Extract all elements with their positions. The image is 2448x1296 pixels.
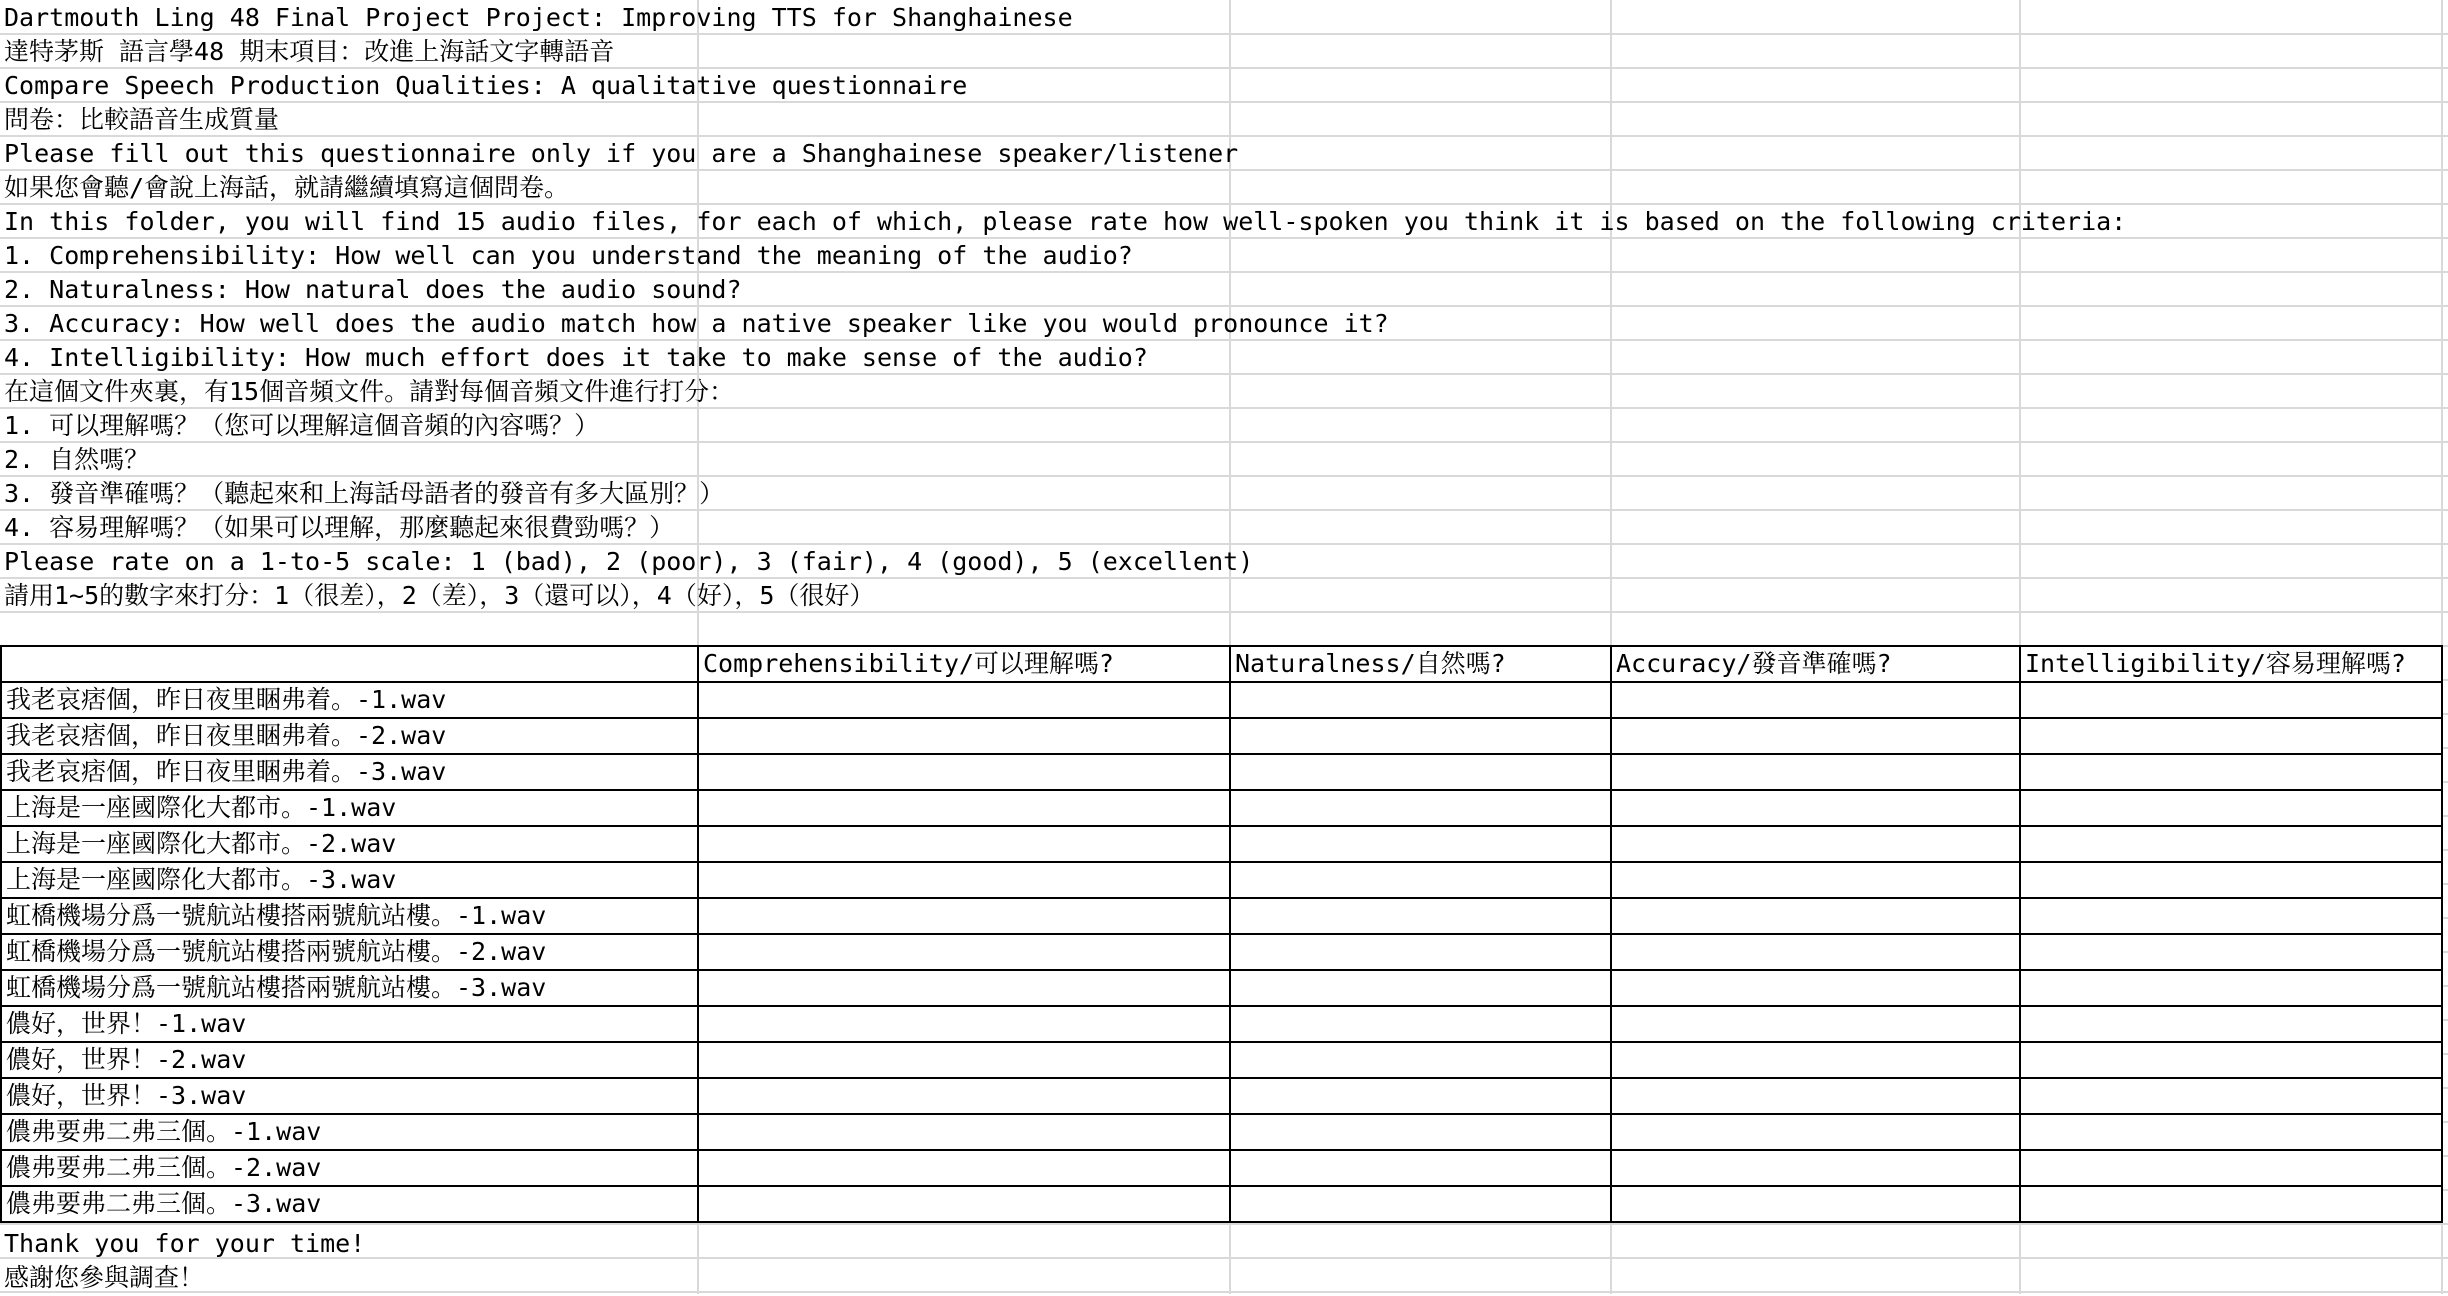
instructions: In this folder, you will find 15 audio files, for each of which, please rate how well-spoken you think it is based on the following criteria: bbox=[4, 207, 2127, 236]
comprehensibility-rating-cell[interactable] bbox=[698, 898, 1230, 934]
audio-file-cell[interactable]: 儂好，世界！-3.wav bbox=[1, 1078, 698, 1114]
sheet-row[interactable] bbox=[0, 510, 2448, 544]
naturalness-rating-cell[interactable] bbox=[1230, 970, 1611, 1006]
intelligibility-rating-cell[interactable] bbox=[2020, 790, 2442, 826]
intelligibility-rating-cell[interactable] bbox=[2020, 754, 2442, 790]
table-header-row bbox=[1, 646, 2442, 682]
sheet-row[interactable] bbox=[0, 68, 2448, 102]
audio-file-cell[interactable]: 儂弗要弗二弗三個。-1.wav bbox=[1, 1114, 698, 1150]
thank-you-note-chinese: 感謝您參與調查！ bbox=[4, 1263, 205, 1292]
sheet-row[interactable] bbox=[0, 306, 2448, 340]
intelligibility-rating-cell[interactable] bbox=[2020, 1006, 2442, 1042]
comprehensibility-rating-cell[interactable] bbox=[698, 1078, 1230, 1114]
criterion-accuracy: 3. Accuracy: How well does the audio match how a native speaker like you would pronounce it? bbox=[4, 309, 1389, 338]
comprehensibility-rating-cell[interactable] bbox=[698, 826, 1230, 862]
sheet-row[interactable] bbox=[0, 272, 2448, 306]
intelligibility-rating-cell[interactable] bbox=[2020, 718, 2442, 754]
accuracy-rating-cell[interactable] bbox=[1611, 1186, 2020, 1222]
table-row bbox=[1, 754, 2442, 790]
comprehensibility-rating-cell[interactable] bbox=[698, 862, 1230, 898]
comprehensibility-rating-cell[interactable] bbox=[698, 718, 1230, 754]
audio-file-cell[interactable]: 上海是一座國際化大都市。-2.wav bbox=[1, 826, 698, 862]
sheet-row[interactable] bbox=[0, 1226, 2448, 1260]
header-accuracy[interactable]: Accuracy/發音準確嗎? bbox=[1611, 646, 2020, 682]
comprehensibility-rating-cell[interactable] bbox=[698, 1114, 1230, 1150]
comprehensibility-rating-cell[interactable] bbox=[698, 682, 1230, 718]
intelligibility-rating-cell[interactable] bbox=[2020, 934, 2442, 970]
accuracy-rating-cell[interactable] bbox=[1611, 1078, 2020, 1114]
naturalness-rating-cell[interactable] bbox=[1230, 790, 1611, 826]
accuracy-rating-cell[interactable] bbox=[1611, 862, 2020, 898]
sheet-row[interactable] bbox=[0, 1260, 2448, 1294]
sheet-row[interactable] bbox=[0, 544, 2448, 578]
accuracy-rating-cell[interactable] bbox=[1611, 898, 2020, 934]
accuracy-rating-cell[interactable] bbox=[1611, 826, 2020, 862]
table-row bbox=[1, 1186, 2442, 1222]
audio-file-cell[interactable]: 上海是一座國際化大都市。-3.wav bbox=[1, 862, 698, 898]
questionnaire-title-chinese: 問卷：比較語音生成質量 bbox=[4, 105, 280, 134]
audio-file-cell[interactable]: 虹橋機場分爲一號航站樓搭兩號航站樓。-2.wav bbox=[1, 934, 698, 970]
sheet-row[interactable] bbox=[0, 136, 2448, 170]
table-row bbox=[1, 826, 2442, 862]
naturalness-rating-cell[interactable] bbox=[1230, 718, 1611, 754]
accuracy-rating-cell[interactable] bbox=[1611, 934, 2020, 970]
criterion-intelligibility: 4. Intelligibility: How much effort does it take to make sense of the audio? bbox=[4, 343, 1148, 372]
accuracy-rating-cell[interactable] bbox=[1611, 1006, 2020, 1042]
thank-you-note: Thank you for your time! bbox=[4, 1229, 366, 1258]
comprehensibility-rating-cell[interactable] bbox=[698, 1042, 1230, 1078]
accuracy-rating-cell[interactable] bbox=[1611, 970, 2020, 1006]
naturalness-rating-cell[interactable] bbox=[1230, 1078, 1611, 1114]
intelligibility-rating-cell[interactable] bbox=[2020, 1186, 2442, 1222]
comprehensibility-rating-cell[interactable] bbox=[698, 790, 1230, 826]
table-row bbox=[1, 718, 2442, 754]
naturalness-rating-cell[interactable] bbox=[1230, 754, 1611, 790]
intelligibility-rating-cell[interactable] bbox=[2020, 862, 2442, 898]
criterion-3-chinese: 3. 發音準確嗎？（聽起來和上海話母語者的發音有多大區別？） bbox=[4, 479, 725, 508]
table-row bbox=[1, 682, 2442, 718]
accuracy-rating-cell[interactable] bbox=[1611, 790, 2020, 826]
naturalness-rating-cell[interactable] bbox=[1230, 1006, 1611, 1042]
instructions-chinese: 在這個文件夾裏，有15個音頻文件。請對每個音頻文件進行打分： bbox=[4, 377, 735, 406]
sheet-row[interactable] bbox=[0, 102, 2448, 136]
intelligibility-rating-cell[interactable] bbox=[2020, 1042, 2442, 1078]
header-naturalness[interactable]: Naturalness/自然嗎? bbox=[1230, 646, 1611, 682]
criterion-1-chinese: 1. 可以理解嗎？（您可以理解這個音頻的內容嗎？） bbox=[4, 411, 600, 440]
rating-scale: Please rate on a 1-to-5 scale: 1 (bad), 2 (poor), 3 (fair), 4 (good), 5 (excellent) bbox=[4, 547, 1254, 576]
header-comprehensibility[interactable]: Comprehensibility/可以理解嗎? bbox=[698, 646, 1230, 682]
accuracy-rating-cell[interactable] bbox=[1611, 718, 2020, 754]
comprehensibility-rating-cell[interactable] bbox=[698, 1006, 1230, 1042]
project-title-chinese: 達特茅斯 語言學48 期末項目：改進上海話文字轉語音 bbox=[4, 37, 615, 66]
project-title: Dartmouth Ling 48 Final Project Project: Improving TTS for Shanghainese bbox=[4, 3, 1073, 32]
audio-file-cell[interactable]: 儂好，世界！-2.wav bbox=[1, 1042, 698, 1078]
table-row bbox=[1, 862, 2442, 898]
header-intelligibility[interactable]: Intelligibility/容易理解嗎? bbox=[2020, 646, 2442, 682]
table-row bbox=[1, 970, 2442, 1006]
criterion-comprehensibility: 1. Comprehensibility: How well can you understand the meaning of the audio? bbox=[4, 241, 1133, 270]
table-row bbox=[1, 1078, 2442, 1114]
sheet-row[interactable] bbox=[0, 476, 2448, 510]
naturalness-rating-cell[interactable] bbox=[1230, 1150, 1611, 1186]
naturalness-rating-cell[interactable] bbox=[1230, 826, 1611, 862]
audio-file-cell[interactable]: 虹橋機場分爲一號航站樓搭兩號航站樓。-1.wav bbox=[1, 898, 698, 934]
naturalness-rating-cell[interactable] bbox=[1230, 898, 1611, 934]
audio-file-cell[interactable]: 儂弗要弗二弗三個。-2.wav bbox=[1, 1150, 698, 1186]
sheet-row[interactable] bbox=[0, 374, 2448, 408]
sheet-row[interactable] bbox=[0, 408, 2448, 442]
audio-file-cell[interactable]: 我老哀痞個，昨日夜里睏弗着。-2.wav bbox=[1, 718, 698, 754]
intelligibility-rating-cell[interactable] bbox=[2020, 1150, 2442, 1186]
audio-file-cell[interactable]: 我老哀痞個，昨日夜里睏弗着。-1.wav bbox=[1, 682, 698, 718]
table-row bbox=[1, 898, 2442, 934]
accuracy-rating-cell[interactable] bbox=[1611, 754, 2020, 790]
accuracy-rating-cell[interactable] bbox=[1611, 1114, 2020, 1150]
naturalness-rating-cell[interactable] bbox=[1230, 1186, 1611, 1222]
sheet-row[interactable] bbox=[0, 170, 2448, 204]
comprehensibility-rating-cell[interactable] bbox=[698, 970, 1230, 1006]
table-row bbox=[1, 1150, 2442, 1186]
table-row bbox=[1, 1042, 2442, 1078]
accuracy-rating-cell[interactable] bbox=[1611, 1150, 2020, 1186]
intelligibility-rating-cell[interactable] bbox=[2020, 898, 2442, 934]
table-row bbox=[1, 1114, 2442, 1150]
eligibility-note: Please fill out this questionnaire only if you are a Shanghainese speaker/listener bbox=[4, 139, 1239, 168]
audio-file-cell[interactable]: 儂弗要弗二弗三個。-3.wav bbox=[1, 1186, 698, 1222]
audio-file-cell[interactable]: 上海是一座國際化大都市。-1.wav bbox=[1, 790, 698, 826]
intelligibility-rating-cell[interactable] bbox=[2020, 1078, 2442, 1114]
sheet-row[interactable] bbox=[0, 442, 2448, 476]
sheet-row[interactable] bbox=[0, 34, 2448, 68]
questionnaire-title: Compare Speech Production Qualities: A qualitative questionnaire bbox=[4, 71, 968, 100]
naturalness-rating-cell[interactable] bbox=[1230, 934, 1611, 970]
sheet-row[interactable] bbox=[0, 238, 2448, 272]
naturalness-rating-cell[interactable] bbox=[1230, 682, 1611, 718]
audio-file-cell[interactable]: 我老哀痞個，昨日夜里睏弗着。-3.wav bbox=[1, 754, 698, 790]
intelligibility-rating-cell[interactable] bbox=[2020, 682, 2442, 718]
naturalness-rating-cell[interactable] bbox=[1230, 1114, 1611, 1150]
header-audio-file[interactable] bbox=[1, 646, 698, 682]
naturalness-rating-cell[interactable] bbox=[1230, 1042, 1611, 1078]
naturalness-rating-cell[interactable] bbox=[1230, 862, 1611, 898]
table-row bbox=[1, 790, 2442, 826]
table-row bbox=[1, 1006, 2442, 1042]
comprehensibility-rating-cell[interactable] bbox=[698, 1150, 1230, 1186]
audio-file-cell[interactable]: 儂好，世界！-1.wav bbox=[1, 1006, 698, 1042]
sheet-row[interactable] bbox=[0, 0, 2448, 34]
accuracy-rating-cell[interactable] bbox=[1611, 682, 2020, 718]
sheet-row[interactable] bbox=[0, 340, 2448, 374]
rating-scale-chinese: 請用1~5的數字來打分：1（很差），2（差），3（還可以），4（好），5（很好） bbox=[4, 581, 875, 610]
criterion-4-chinese: 4. 容易理解嗎？（如果可以理解，那麼聽起來很費勁嗎？） bbox=[4, 513, 675, 542]
comprehensibility-rating-cell[interactable] bbox=[698, 754, 1230, 790]
intelligibility-rating-cell[interactable] bbox=[2020, 826, 2442, 862]
intelligibility-rating-cell[interactable] bbox=[2020, 970, 2442, 1006]
sheet-row[interactable] bbox=[0, 578, 2448, 612]
audio-file-cell[interactable]: 虹橋機場分爲一號航站樓搭兩號航站樓。-3.wav bbox=[1, 970, 698, 1006]
intelligibility-rating-cell[interactable] bbox=[2020, 1114, 2442, 1150]
sheet-row[interactable] bbox=[0, 204, 2448, 238]
comprehensibility-rating-cell[interactable] bbox=[698, 1186, 1230, 1222]
criterion-naturalness: 2. Naturalness: How natural does the audio sound? bbox=[4, 275, 742, 304]
accuracy-rating-cell[interactable] bbox=[1611, 1042, 2020, 1078]
row-gridline bbox=[0, 1223, 2448, 1225]
table-row bbox=[1, 934, 2442, 970]
rating-table bbox=[0, 645, 2443, 1223]
eligibility-note-chinese: 如果您會聽/會說上海話，就請繼續填寫這個問卷。 bbox=[4, 173, 570, 202]
comprehensibility-rating-cell[interactable] bbox=[698, 934, 1230, 970]
criterion-2-chinese: 2. 自然嗎？ bbox=[4, 445, 150, 474]
